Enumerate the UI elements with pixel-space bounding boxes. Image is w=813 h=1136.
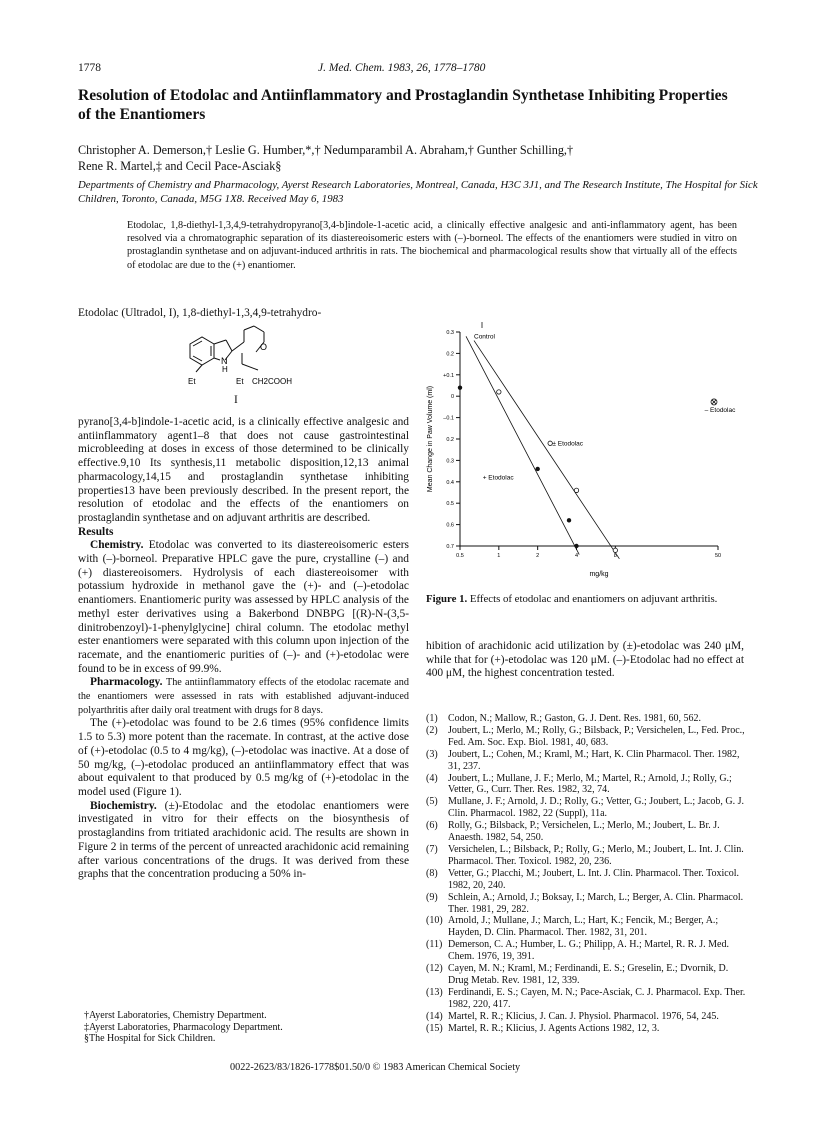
- reference-item: [426, 987, 746, 1011]
- plus-etodolac-point: [567, 518, 571, 522]
- right-column-paragraph: hibition of arachidonic acid utilization by (±)-etodolac was 240 μM, while that for (+)-etodolac was 120 μM. (–)-Etodolac had no effect at 400 μM, the highest concentration tested.: [426, 640, 744, 680]
- racemic-etodolac-point: [613, 548, 617, 552]
- reference-text: Joubert, L.; Cohen, M.; Kraml, M.; Hart, K. Clin Pharmacol. Ther. 1982, 31, 237.: [448, 748, 740, 772]
- y-axis-label: Mean Change in Paw Volume (ml): [427, 385, 434, 493]
- reference-text: Versichelen, L.; Bilsback, P.; Rolly, G.; Merlo, M.; Joubert, L. Int. J. Clin. Pharmacol. Ther. Toxicol. 1982, 20, 236.: [448, 843, 744, 867]
- reference-number: (15): [426, 1022, 443, 1034]
- reference-number: (12): [426, 963, 443, 975]
- reference-item: [426, 1011, 746, 1023]
- footnotes: [78, 1010, 408, 1045]
- biochemistry-heading: Biochemistry.: [90, 799, 157, 812]
- reference-text: Martel, R. R.; Klicius, J. Agents Actions 1982, 12, 3.: [448, 1022, 660, 1034]
- structure-label-et-1: Et: [188, 377, 196, 386]
- reference-text: Joubert, L.; Mullane, J. F.; Merlo, M.; Martel, R.; Arnold, J.; Rolly, G.; Vetter, G., Curr. Ther. Res. 1982, 32, 74.: [448, 772, 732, 796]
- reference-number: (11): [426, 939, 443, 951]
- author-line-2: Rene R. Martel,‡ and Cecil Pace-Asciak§: [78, 159, 282, 173]
- reference-text: Arnold, J.; Mullane, J.; March, L.; Hart, K.; Fencik, M.; Berger, A.; Hayden, D. Clin. Pharmacol. Ther. 1982, 31, 201.: [448, 915, 719, 939]
- reference-item: [426, 725, 746, 749]
- y-tick-label: +0.1: [443, 372, 454, 379]
- left-column-body: [78, 416, 409, 882]
- chemistry-paragraph: [78, 539, 409, 676]
- racemic-etodolac-point: [497, 390, 501, 394]
- x-tick-label: 50: [714, 553, 722, 559]
- affiliation: Departments of Chemistry and Pharmacology, Ayerst Research Laboratories, Montreal, Canada, H3C 3J1, and The Research Institute, The Hospital for Sick Children, Toronto, Canada, M5G 1X8. Received May 6, 1983: [78, 179, 758, 205]
- structure-label-n: N: [221, 356, 228, 366]
- reference-item: [426, 844, 746, 868]
- reference-number: (6): [426, 820, 438, 832]
- reference-number: (4): [426, 772, 438, 784]
- pharmacology-text: The antiinflammatory effects of the etodolac racemate and the enantiomers were assessed in rats with established adjuvant-induced polyarthritis after daily oral treatment with drugs for 8 days.: [78, 677, 409, 716]
- reference-number: (14): [426, 1010, 443, 1022]
- minus-etodolac-label: – Etodolac: [704, 406, 736, 414]
- reference-number: (1): [426, 713, 438, 724]
- reference-item: [426, 915, 746, 939]
- y-tick-label: 0: [450, 394, 454, 401]
- author-line-1: Christopher A. Demerson,† Leslie G. Humber,*,† Nedumparambil A. Abraham,† Gunther Schilling,†: [78, 143, 574, 157]
- compound-label: I: [234, 394, 238, 406]
- reference-item: [426, 749, 746, 773]
- x-tick-label: 4: [574, 553, 579, 559]
- racemic-etodolac-regression-line: [474, 341, 619, 559]
- pharmacology-heading: Pharmacology.: [90, 676, 163, 689]
- journal-citation: J. Med. Chem. 1983, 26, 1778–1780: [318, 62, 486, 74]
- figure-caption-text: Effects of etodolac and enantiomers on adjuvant arthritis.: [469, 593, 718, 605]
- reference-text: Demerson, C. A.; Humber, L. G.; Philipp, A. H.; Martel, R. R. J. Med. Chem. 1976, 19, 391.: [448, 939, 729, 963]
- reference-item: [426, 820, 746, 844]
- structure-label-o: O: [260, 342, 268, 352]
- x-axis-label: mg/kg: [589, 571, 609, 578]
- control-label: Control: [474, 333, 495, 341]
- footnote: ‡Ayerst Laboratories, Pharmacology Department.: [84, 1021, 283, 1033]
- intro-first-line: Etodolac (Ultradol, I), 1,8-diethyl-1,3,4,9-tetrahydro-: [78, 307, 322, 319]
- plus-etodolac-point: [458, 385, 462, 389]
- reference-item: [426, 868, 746, 892]
- biochemistry-paragraph: [78, 800, 409, 882]
- x-tick-label: 1: [497, 553, 501, 559]
- structure-label-h: H: [222, 365, 228, 374]
- page-number: 1778: [78, 62, 101, 74]
- results-heading: Results: [78, 525, 114, 538]
- reference-text: Ferdinandi, E. S.; Cayen, M. N.; Pace-Asciak, C. J. Pharmacol. Exp. Ther. 1982, 220, 417.: [448, 986, 746, 1010]
- reference-item: [426, 796, 746, 820]
- reference-item: [426, 892, 746, 916]
- y-tick-label: 0.3: [446, 330, 454, 336]
- reference-list: [426, 713, 746, 1034]
- x-tick-label: 0.5: [456, 553, 464, 559]
- reference-text: Mullane, J. F.; Arnold, J. D.; Rolly, G.; Vetter, G.; Joubert, L.; Jacob, G. J. Clin. Pharmacol. 1982, 22 (Suppl), 11a.: [448, 796, 745, 820]
- pharmacology-paragraph-2: The (+)-etodolac was found to be 2.6 times (95% confidence limits 1.5 to 5.3) more potent than the racemate. In contrast, at the active dose of (+)-etodolac (0.5 to 4 mg/kg), (–)-etodolac was inactive. At a dose of 50 mg/kg, (–)-etodolac produced an antiinflammatory effect that was about equivalent to that produced by 0.5 mg/kg of (+)-etodolac in the model used (Figure 1).: [78, 717, 409, 798]
- reference-item: [426, 713, 746, 725]
- x-tick-label: 2: [536, 553, 540, 559]
- copyright-line: 0022-2623/83/1826-1778$01.50/0 © 1983 American Chemical Society: [230, 1062, 521, 1073]
- etodolac-structure: [180, 322, 330, 392]
- reference-number: (13): [426, 986, 443, 998]
- reference-number: (5): [426, 796, 438, 808]
- y-tick-label: 0.5: [446, 501, 454, 508]
- intro-paragraph: pyrano[3,4-b]indole-1-acetic acid, is a clinically effective analgesic and antiinflammatory agent1–8 that does not cause gastrointestinal microbleeding at doses in excess of those determined to be clinically effective.9,10 Its synthesis,11 metabolic disposition,12,13 animal pharmacology,14,15 and prostaglandin synthetase inhibiting properties13 have been previously described. In the present report, the resolution of etodolac and the effects of the enantiomers on prostaglandin synthetase and on adjuvant arthritis are described.: [78, 416, 409, 524]
- reference-text: Cayen, M. N.; Kraml, M.; Ferdinandi, E. S.; Greselin, E.; Dvornik, D. Drug Metab. Rev. 1981, 12, 339.: [448, 963, 729, 986]
- chemistry-heading: Chemistry.: [90, 539, 144, 552]
- reference-item: [426, 963, 746, 987]
- structure-label-ch2cooh: CH2COOH: [252, 377, 293, 386]
- pharmacology-paragraph: [78, 676, 409, 717]
- reference-number: (10): [426, 915, 443, 927]
- figure-caption-label: Figure 1.: [426, 593, 468, 605]
- author-list: [78, 142, 738, 174]
- y-tick-label: 0.6: [446, 522, 454, 529]
- footnote: §The Hospital for Sick Children.: [84, 1033, 216, 1044]
- y-tick-label: 0.4: [446, 479, 454, 486]
- reference-number: (9): [426, 891, 438, 903]
- figure-caption: [426, 593, 744, 606]
- reference-number: (7): [426, 843, 438, 855]
- reference-text: Rolly, G.; Bilsback, P.; Versichelen, L.; Merlo, M.; Joubert, L. Br. J. Anaesth. 1982, 54, 250.: [448, 820, 720, 844]
- reference-text: Vetter, G.; Placchi, M.; Joubert, L. Int. J. Clin. Pharmacol. Ther. Toxicol. 1982, 20, 240.: [448, 867, 739, 891]
- chemistry-text: Etodolac was converted to its diastereoisomeric esters with (–)-borneol. Preparative HPLC gave the pure, crystalline (–) and (+) diastereoisomers. Hydrolysis of each diastereoisomer with potassium hydroxide in methanol gave the (+)- and (–)-etodolac enantiomers. Enantiomeric purity was assessed by HPLC analysis of the methyl ester derivatives using a Bakerbond DNBPG [(R)-N-(3,5-dinitrobenzoyl)-1-phenylglycine] chiral column. The etodolac methyl ester enantiomers were separated with this column upon injection of the racemate, and the enantiomeric purities of (–)- and (+)-etodolac were found to be in excess of 99.9%.: [78, 539, 409, 675]
- reference-item: [426, 773, 746, 797]
- reference-number: (2): [426, 724, 438, 736]
- biochemistry-text: (±)-Etodolac and the etodolac enantiomers were investigated in vitro for their effects on the biosynthesis of prostaglandins from tritiated arachidonic acid. The results are shown in Figure 2 in terms of the percent of unreacted arachidonic acid remaining after various concentrations of the drugs. It was derived from these graphs that the concentration producing a 50% in-: [78, 799, 409, 881]
- footnote: †Ayerst Laboratories, Chemistry Department.: [84, 1010, 267, 1021]
- y-tick-label: 0.2: [446, 437, 454, 443]
- reference-number: (8): [426, 867, 438, 879]
- y-tick-label: 0.2: [446, 351, 454, 358]
- racemic-etodolac-label: ± Etodolac: [552, 440, 584, 448]
- plus-etodolac-point: [535, 467, 539, 471]
- reference-text: Martel, R. R.; Klicius, J. Can. J. Physiol. Pharmacol. 1976, 54, 245.: [448, 1010, 719, 1022]
- reference-text: Codon, N.; Mallow, R.; Gaston, G. J. Dent. Res. 1981, 60, 562.: [448, 713, 701, 724]
- reference-text: Schlein, A.; Arnold, J.; Boksay, I.; March, L.; Berger, A. Clin. Pharmacol. Ther. 1981, 29, 282.: [448, 891, 744, 915]
- figure-1-chart: [420, 318, 750, 588]
- reference-item: [426, 939, 746, 963]
- structure-label-et-2: Et: [236, 377, 244, 386]
- abstract: Etodolac, 1,8-diethyl-1,3,4,9-tetrahydropyrano[3,4-b]indole-1-acetic acid, a clinically effective analgesic and anti-inflammatory agent, has been resolved via a chromatographic separation of its diastereoisomeric esters with (–)-borneol. The effects of the enantiomers were studied in vitro on prostaglandin synthetase and on adjuvant-induced arthritis in rats. The biochemical and pharmacological results show that virtually all of the effects of etodolac are due to the (+) enantiomer.: [127, 220, 737, 271]
- plus-etodolac-point: [574, 544, 578, 548]
- y-tick-label: 0.7: [446, 544, 454, 550]
- reference-item: [426, 1023, 746, 1035]
- reference-number: (3): [426, 748, 438, 760]
- reference-text: Joubert, L.; Merlo, M.; Rolly, G.; Bilsback, P.; Versichelen, L., Fed. Proc., Fed. Am. Soc. Exp. Biol. 1981, 40, 683.: [448, 724, 745, 748]
- y-tick-label: 0.3: [446, 458, 454, 465]
- article-title: Resolution of Etodolac and Antiinflammatory and Prostaglandin Synthetase Inhibiting Properties of the Enantiomers: [78, 87, 728, 123]
- y-tick-label: –0.1: [443, 415, 454, 422]
- racemic-etodolac-point: [574, 488, 578, 492]
- x-tick-label: 8: [613, 553, 617, 559]
- plus-etodolac-label: + Etodolac: [482, 474, 514, 482]
